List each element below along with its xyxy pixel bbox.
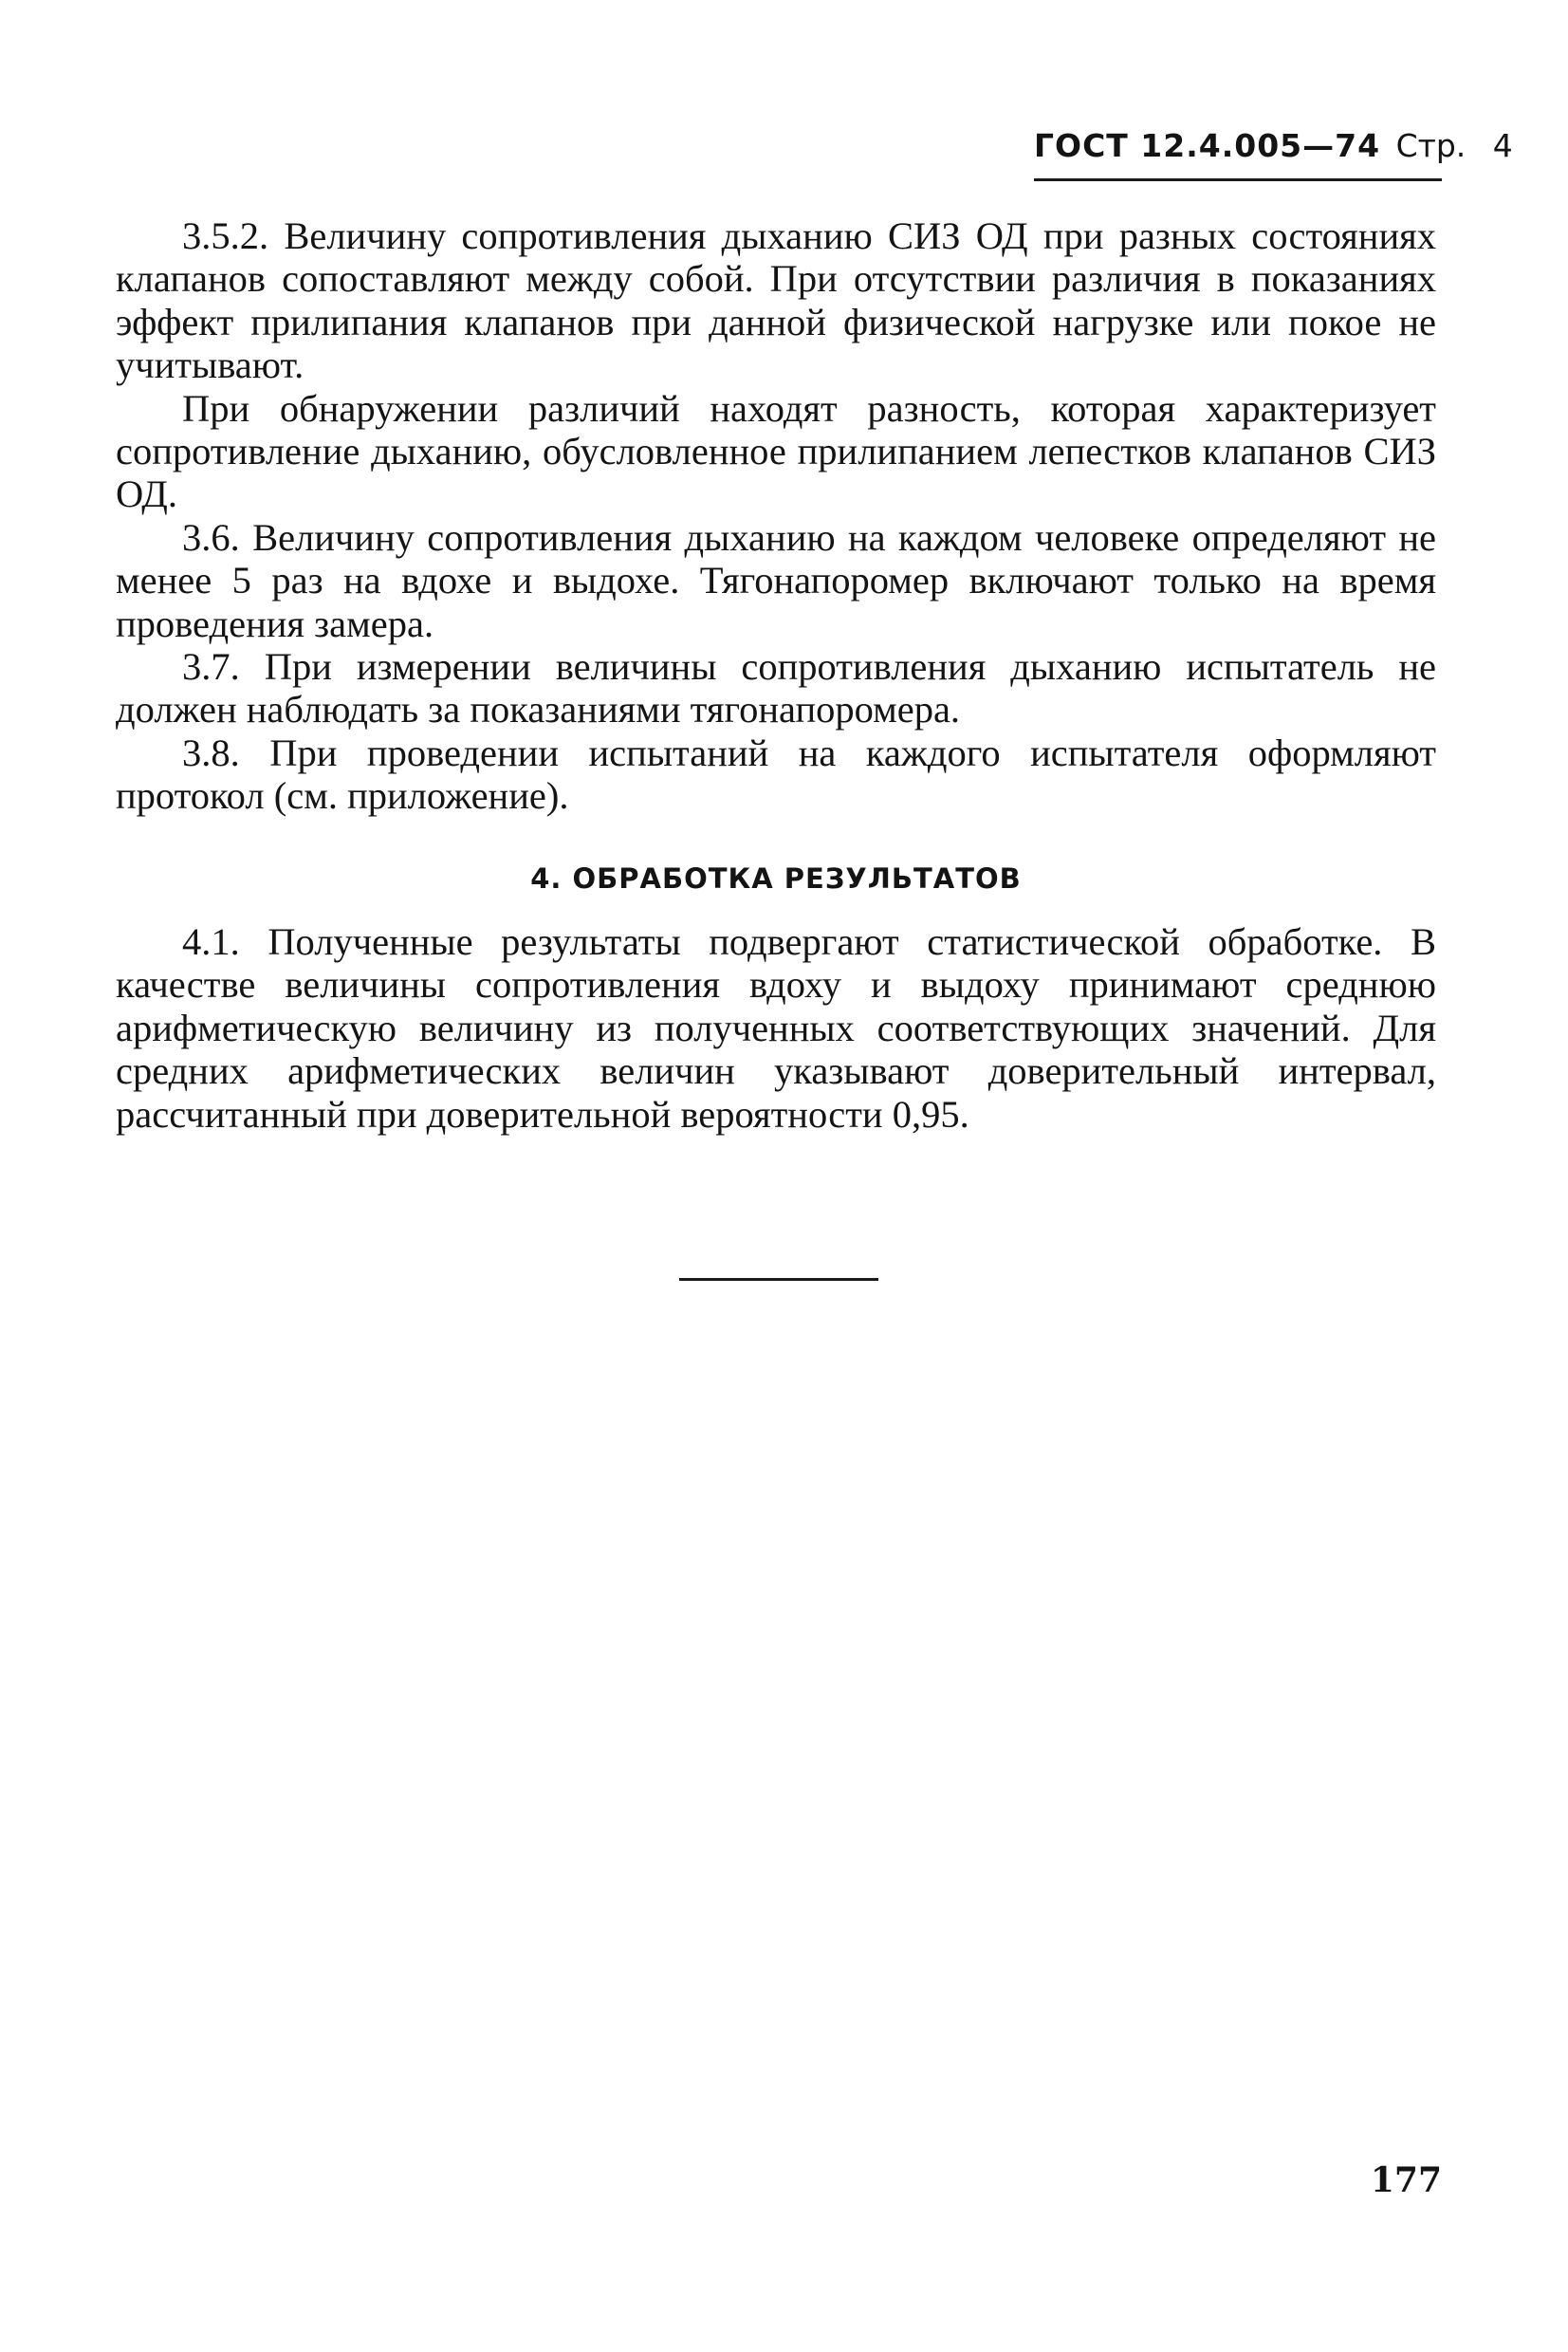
paragraph-3-6: 3.6. Величину сопротивления дыханию на каждом человеке определяют не менее 5 раз на вдохе и выдохе. Тягонапоромер включают только на время проведения замера. [116,515,1436,645]
body-text [116,214,1436,818]
paragraph-4-1: 4.1. Полученные результаты подвергают статистической обработке. В качестве величины сопротивления вдоху и выдоху принимают среднюю арифметическую величину из полученных соответствующих значений. Для средних арифметических величин указывают доверительный интервал, рассчитанный при доверительной вероятности 0,95. [116,920,1436,1136]
paragraph-3-5-2-continued: При обнаружении различий находят разность, которая характеризует сопротивление дыханию, обусловленное прилипанием лепестков клапанов СИЗ ОД. [116,386,1436,516]
standard-number: ГОСТ 12.4.005—74 [1034,127,1381,164]
section-body [116,920,1436,1136]
page-header [1034,127,1513,165]
header-page-number: 4 [1492,127,1513,164]
page-number: 177 [1370,2160,1442,2200]
paragraph-3-7: 3.7. При измерении величины сопротивления дыханию испытатель не должен наблюдать за показаниями тягонапоромера. [116,645,1436,732]
end-rule [679,1278,878,1281]
paragraph-3-8: 3.8. При проведении испытаний на каждого испытателя оформляют протокол (см. приложение). [116,731,1436,818]
page-label: Стр. [1395,127,1467,164]
header-rule [1034,178,1442,181]
section-title: 4. ОБРАБОТКА РЕЗУЛЬТАТОВ [530,862,1022,895]
paragraph-3-5-2: 3.5.2. Величину сопротивления дыханию СИЗ ОД при разных состояниях клапанов сопоставляют между собой. При отсутствии различия в показаниях эффект прилипания клапанов при данной физической нагрузке или покое не учитывают. [116,214,1436,387]
